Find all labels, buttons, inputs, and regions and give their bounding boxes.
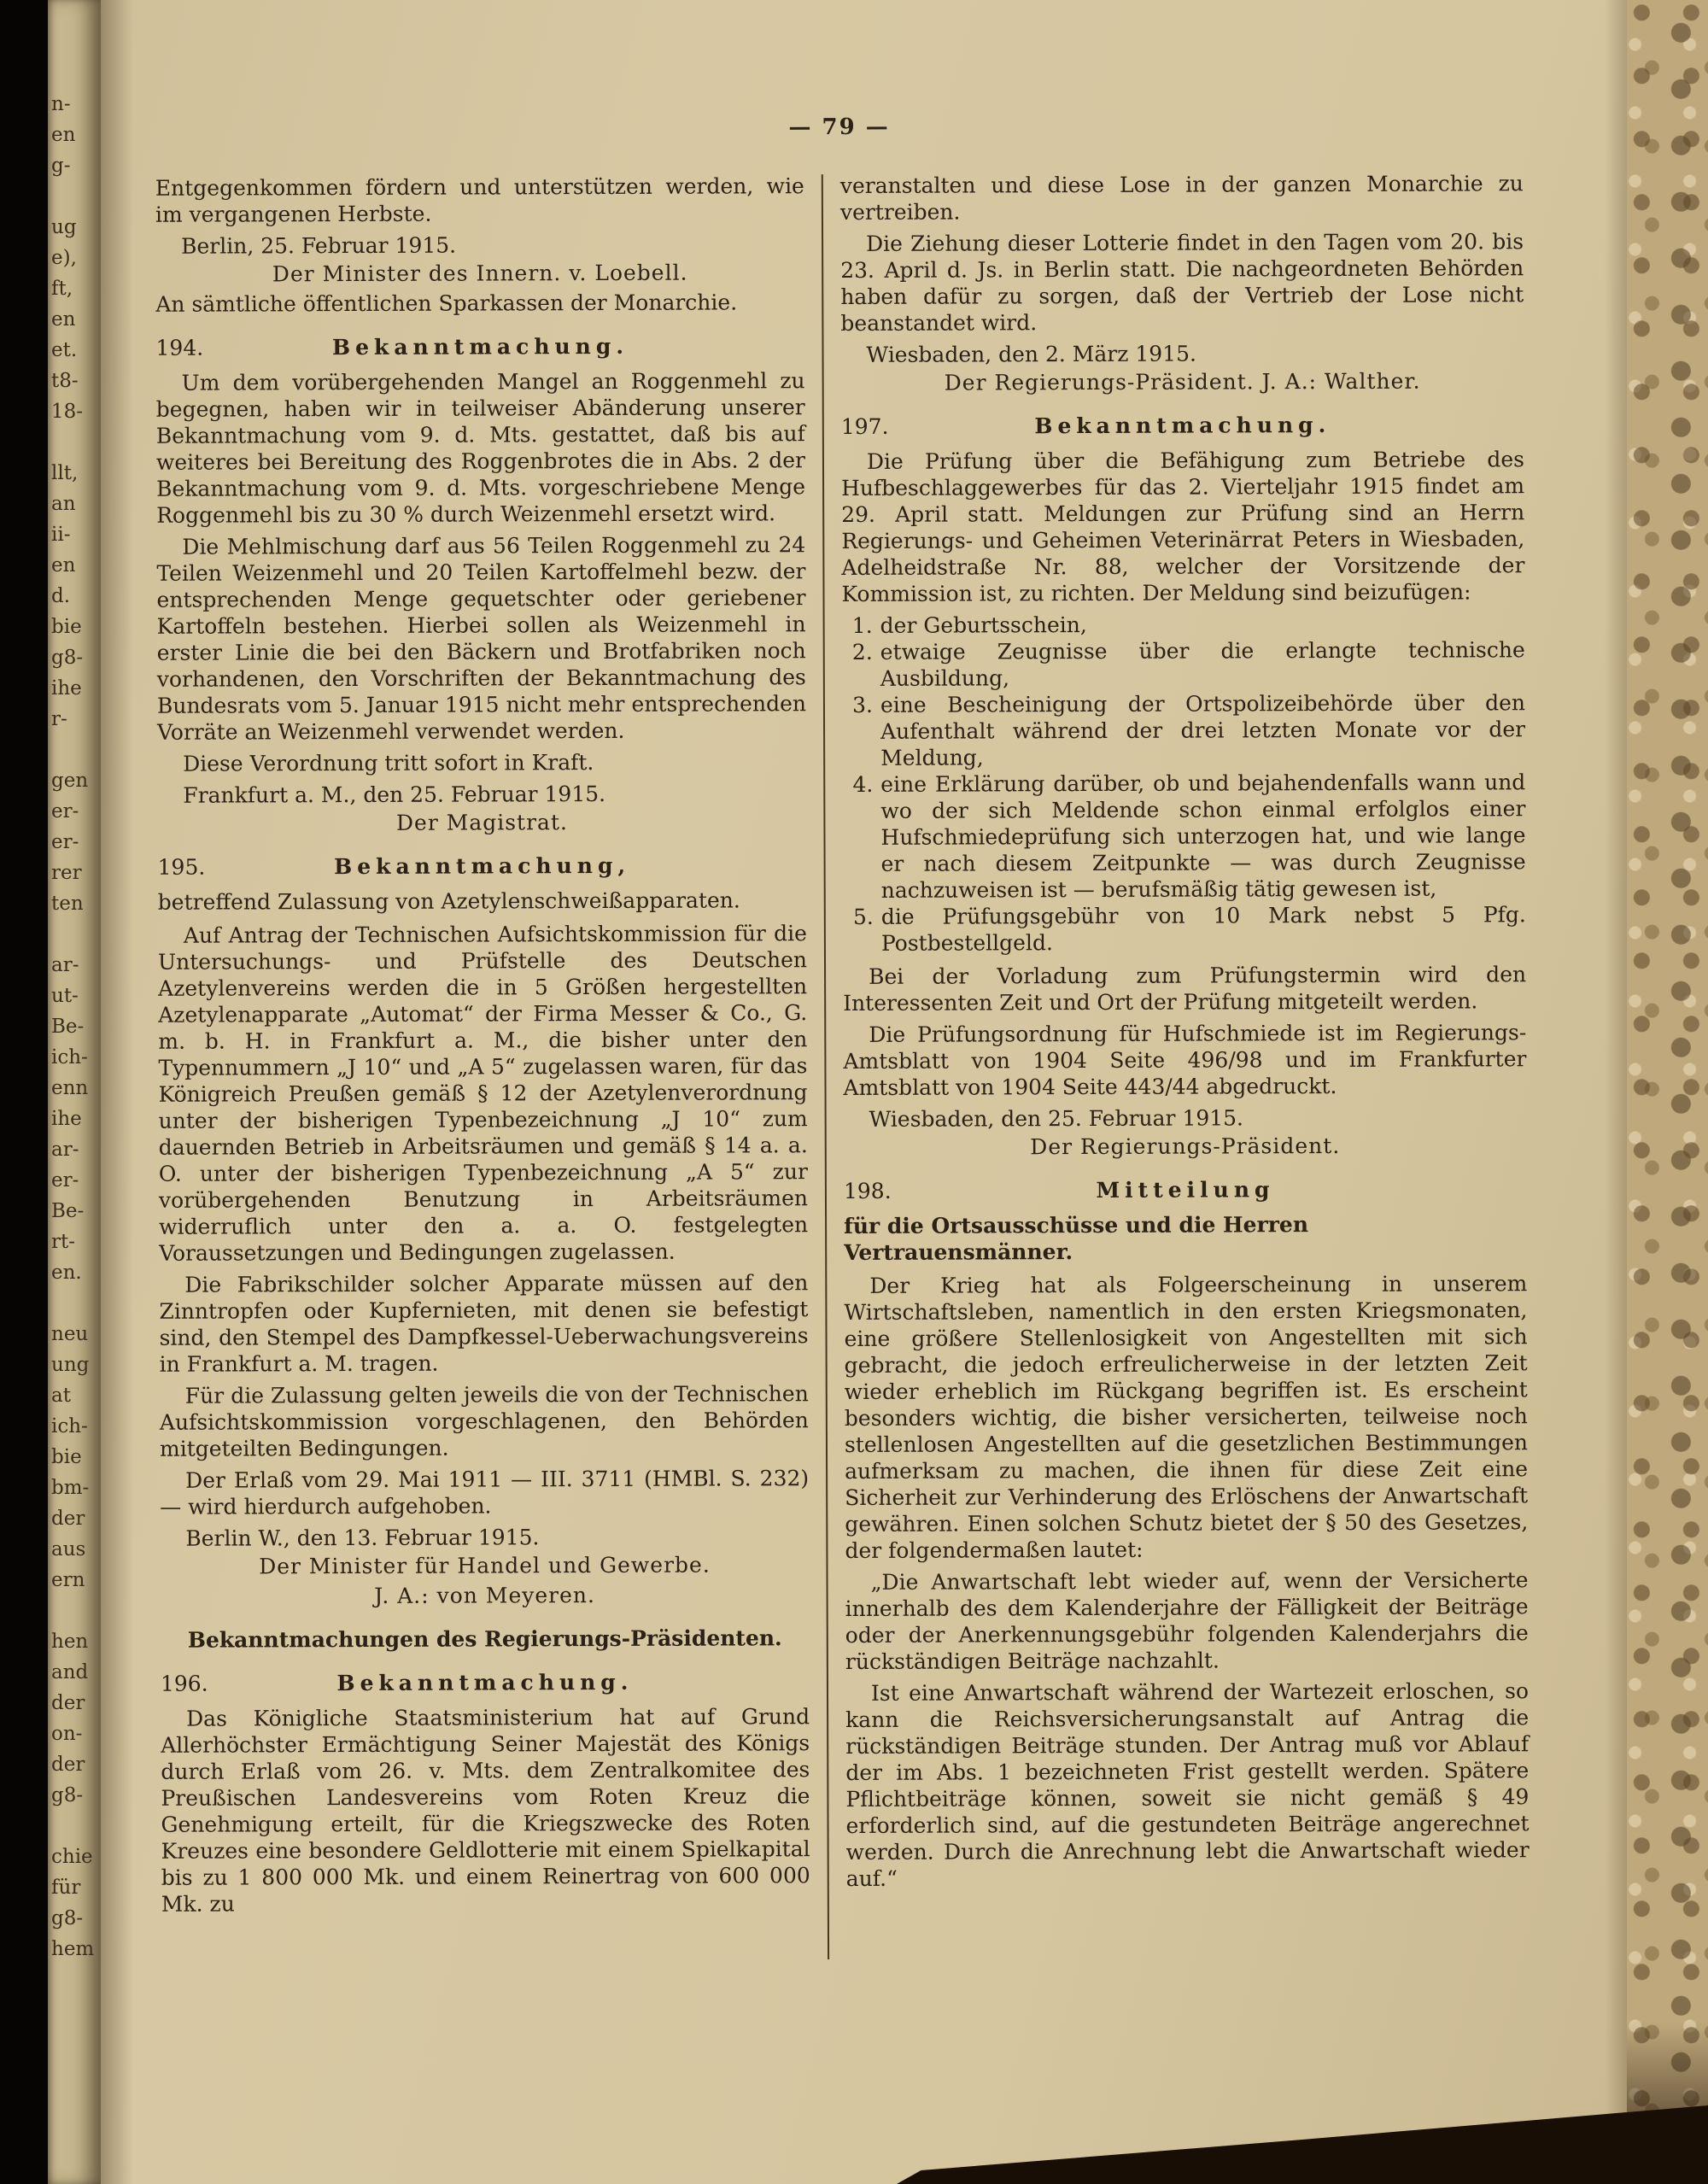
edge-fragment: der xyxy=(51,1692,85,1714)
edge-fragment: g8- xyxy=(51,647,84,669)
edge-fragment: and xyxy=(51,1661,89,1683)
section-title: Bekanntmachung. xyxy=(331,333,629,360)
list-item-number: 1. xyxy=(851,612,873,638)
list-item-number: 2. xyxy=(851,639,873,665)
list-item-number: 5. xyxy=(852,904,874,929)
right-column xyxy=(840,170,1530,1897)
edge-fragment: at xyxy=(51,1385,71,1407)
signature-line: J. A.: von Meyeren. xyxy=(374,1583,595,1608)
paragraph: Ist eine Anwartschaft während der Wartezeit erloschen, so kann die Reichsversicherungsanstalt auf Antrag die rückständigen Beiträge stunden. Der Antrag muß vor Ablauf der im Abs. 1 bezeichneten Frist gestellt werden. Spätere Pflichtbeiträge können, soweit sie nicht gemäß § 49 erforderlich sind, auf die gestundeten Beiträge angerechnet werden. Durch die Anrechnung lebt die Anwartschaft wieder auf.“ xyxy=(845,1678,1530,1891)
edge-fragment: aus xyxy=(51,1538,86,1560)
dateline: Berlin W., den 13. Februar 1915. xyxy=(185,1525,540,1551)
list-item xyxy=(842,769,1526,904)
edge-fragment: hem xyxy=(51,1938,95,1960)
edge-fragment: neu xyxy=(51,1323,89,1345)
list-item-text: eine Erklärung darüber, ob und bejahendenfalls wann und wo der sich Meldende schon einmal erfolglos einer Hufschmiedeprüfung sich unterzogen hat, und wie lange er nach diesem Zeitpunkte — was durch Zeugnisse nachzuweisen ist — berufsmäßig tätig gewesen ist, xyxy=(880,770,1526,903)
paragraph: Die Prüfung über die Befähigung zum Betriebe des Hufbeschlaggewerbes für das 2. Vierteljahr 1915 findet am 29. April statt. Meldungen zur Prüfung sind an Herrn Regierungs- und Geheimen Veterinärrat Peters in Wiesbaden, Adelheidstraße Nr. 88, welcher der Vorsitzende der Kommission ist, zu richten. Der Meldung sind beizufügen: xyxy=(841,447,1525,606)
section-title: Bekanntmachung. xyxy=(336,1669,634,1696)
edge-fragment: ich- xyxy=(51,1046,88,1069)
edge-fragment xyxy=(51,735,99,765)
edge-fragment: rer xyxy=(51,862,82,884)
subtitle: betreffend Zulassung von Azetylenschweißapparaten. xyxy=(157,887,740,915)
paragraph: Entgegenkommen fördern und unterstützen werden, wie im vergangenen Herbste. xyxy=(155,173,804,227)
page-number: — 79 — xyxy=(788,114,890,141)
signature-line: Der Regierungs-Präsident. xyxy=(1030,1133,1341,1160)
list-item-number: 3. xyxy=(852,692,874,717)
paragraph: „Die Anwartschaft lebt wieder auf, wenn der Versicherte innerhalb des dem Kalenderjahre der Fälligkeit der Beiträge oder der Anerkennungsgebühr folgenden Kalenderjahrs die rückständigen Beiträge nachzahlt. xyxy=(845,1567,1529,1674)
paragraph: Das Königliche Staatsministerium hat auf Grund Allerhöchster Ermächtigung Seiner Majestät des Königs durch Erlaß vom 26. v. Mts. dem Zentralkomitee des Preußischen Landesvereins vom Roten Kreuz die Genehmigung erteilt, für die Kriegszwecke des Roten Kreuzes eine besondere Geldlotterie mit einem Spielkapital bis zu 1 800 000 Mk. und einem Reinertrag von 600 000 Mk. zu xyxy=(161,1704,810,1917)
edge-fragment: Be- xyxy=(51,1016,85,1038)
edge-fragment: en. xyxy=(51,1262,82,1284)
paragraph: An sämtliche öffentlichen Sparkassen der Monarchie. xyxy=(155,290,738,317)
signature-line: Der Minister für Handel und Gewerbe. xyxy=(259,1552,711,1579)
edge-fragment: er- xyxy=(51,800,79,823)
edge-fragment: ihe xyxy=(51,1108,82,1130)
edge-fragment: g8- xyxy=(51,1907,84,1929)
section-title: Mitteilung xyxy=(1096,1177,1275,1203)
section-heading xyxy=(161,1668,810,1697)
section-heading xyxy=(841,411,1524,440)
two-column-text xyxy=(155,170,1530,1923)
book-fore-edge xyxy=(1627,0,1708,2184)
section-heading xyxy=(844,1175,1527,1204)
edge-fragment: chie xyxy=(51,1846,93,1868)
group-heading: Bekanntmachungen des Regierungs-Präsidenten. xyxy=(187,1625,782,1653)
edge-fragment: ten xyxy=(51,893,84,915)
edge-fragment: g8- xyxy=(51,1784,84,1806)
edge-fragment: ung xyxy=(51,1354,90,1376)
edge-fragment: Be- xyxy=(51,1200,85,1222)
list-item xyxy=(842,689,1525,771)
edge-fragment: en xyxy=(51,308,76,331)
edge-fragment: der xyxy=(51,1508,85,1530)
paragraph: Für die Zulassung gelten jeweils die von der Technischen Aufsichtskommission vorgeschlagenen, den Behörden mitgeteilten Bedingungen. xyxy=(159,1381,809,1461)
edge-fragment: n- xyxy=(51,93,71,115)
left-column xyxy=(155,173,810,1923)
edge-fragment: t8- xyxy=(51,370,79,392)
edge-fragment xyxy=(51,919,99,950)
list-item xyxy=(842,636,1525,692)
edge-fragment: ug xyxy=(51,216,77,238)
edge-fragment xyxy=(51,181,99,212)
edge-fragment: r- xyxy=(51,708,67,730)
edge-fragment: der xyxy=(51,1754,85,1776)
cut-off-text-fragments xyxy=(51,89,99,1964)
edge-fragment: er- xyxy=(51,831,79,853)
numbered-list xyxy=(842,610,1526,957)
edge-fragment: ich- xyxy=(51,1415,88,1437)
list-item-text: etwaige Zeugnisse über die erlangte technische Ausbildung, xyxy=(880,637,1525,691)
paragraph: Um dem vorübergehenden Mangel an Roggenmehl zu begegnen, haben wir in teilweiser Abänderung unserer Bekanntmachung vom 9. d. Mts. gestattet, daß bis auf weiteres bei Bereitung des Roggenbrotes die in Abs. 2 der Bekanntmachung vom 9. d. Mts. vorgeschriebene Menge Roggenmehl bis zu 30 % durch Weizenmehl ersetzt wird. xyxy=(155,368,806,528)
list-item-text: der Geburtsschein, xyxy=(880,612,1087,638)
section-heading xyxy=(155,332,804,361)
edge-fragment: en xyxy=(51,554,76,577)
edge-fragment: ut- xyxy=(51,985,79,1007)
list-item xyxy=(843,901,1526,957)
paragraph: Die Fabrikschilder solcher Apparate müssen auf den Zinntropfen oder Kupfernieten, mit denen sie befestigt sind, den Stempel des Dampfkessel-Ueberwachungsvereins in Frankfurt a. M. tragen. xyxy=(159,1270,809,1377)
edge-fragment: rt- xyxy=(51,1231,76,1253)
column-divider xyxy=(822,174,829,1959)
dateline: Frankfurt a. M., den 25. Februar 1915. xyxy=(183,781,606,808)
edge-fragment: et. xyxy=(51,339,78,361)
edge-fragment: ar- xyxy=(51,954,79,976)
signature-line: Der Magistrat. xyxy=(395,810,568,835)
edge-fragment: bm- xyxy=(51,1477,90,1499)
section-title: Bekanntmachung, xyxy=(334,852,631,880)
edge-fragment: ii- xyxy=(51,524,71,546)
edge-fragment: ft, xyxy=(51,278,73,300)
paragraph: Diese Verordnung tritt sofort in Kraft. xyxy=(183,750,594,776)
dateline: Wiesbaden, den 25. Februar 1915. xyxy=(869,1105,1244,1132)
list-item-text: die Prüfungsgebühr von 10 Mark nebst 5 Pfg. Postbestellgeld. xyxy=(880,902,1526,956)
paragraph: Die Mehlmischung darf aus 56 Teilen Roggenmehl zu 24 Teilen Weizenmehl und 20 Teilen Kartoffelmehl bezw. der entsprechenden Menge gequetschter oder geriebener Kartoffeln bestehen. Hierbei sollen als Weizenmehl in erster Linie die bei den Bäckern und Brotfabriken noch vorhandenen, den Vorschriften der Bekanntmachung des Bundesrats vom 5. Januar 1915 nicht mehr entsprechenden Vorräte an Weizenmehl verwendet werden. xyxy=(156,532,807,745)
edge-fragment: 18- xyxy=(51,401,84,423)
edge-fragment xyxy=(51,1596,99,1626)
dateline: Berlin, 25. Februar 1915. xyxy=(181,232,457,259)
edge-fragment: gen xyxy=(51,770,89,792)
edge-fragment: e), xyxy=(51,247,77,269)
list-item-text: eine Bescheinigung der Ortspolizeibehörde über den Aufenthalt während der drei letzten Monate vor der Meldung, xyxy=(880,690,1526,770)
section-title: Bekanntmachung. xyxy=(1034,412,1331,439)
adjacent-page-sliver xyxy=(48,0,101,2184)
edge-fragment xyxy=(51,1811,99,1841)
edge-fragment: bie xyxy=(51,1446,82,1468)
page-content xyxy=(155,0,1530,1923)
section-number: 195. xyxy=(157,854,206,880)
edge-fragment: d. xyxy=(51,585,71,607)
signature-line: Der Minister des Innern. v. Loebell. xyxy=(272,260,688,287)
gazette-page xyxy=(101,0,1627,2184)
edge-fragment: ar- xyxy=(51,1139,79,1161)
paragraph: Die Ziehung dieser Lotterie findet in den Tagen vom 20. bis 23. April d. Js. in Berlin statt. Die nachgeordneten Behörden haben dafür zu sorgen, daß der Vertrieb der Lose nicht beanstandet wird. xyxy=(840,229,1524,337)
edge-fragment: für xyxy=(51,1877,81,1899)
edge-fragment: g- xyxy=(51,155,71,177)
section-number: 196. xyxy=(160,1671,208,1696)
paragraph: Die Prüfungsordnung für Hufschmiede ist im Regierungs-Amtsblatt von 1904 Seite 496/98 und im Frankfurter Amtsblatt von 1904 Seite 443/44 abgedruckt. xyxy=(843,1020,1527,1100)
edge-fragment xyxy=(51,1288,99,1319)
edge-fragment: on- xyxy=(51,1723,83,1745)
edge-fragment: enn xyxy=(51,1077,89,1099)
paragraph: Auf Antrag der Technischen Aufsichtskommission für die Untersuchungs- und Prüfstelle des Deutschen Azetylenvereins werden die in 5 Größen hergestellten Azetylenapparate „Automat“ der Firma Messer & Co., G. m. b. H. in Frankfurt a. M., die bisher unter den Typennummern „J 10“ und „A 5“ zugelassen waren, für das Königreich Preußen gemäß § 12 der Azetylenverordnung unter der bisherigen Typenbezeichnung „J 10“ zum dauernden Betrieb in Arbeitsräumen und gemäß § 14 a. a. O. unter der bisherigen Typenbezeichnung „A 5“ zur vorübergehenden Benutzung in Arbeitsräumen widerruflich unter den a. a. O. festgelegten Voraussetzungen und Bedingungen zugelassen. xyxy=(157,921,809,1266)
section-heading xyxy=(158,852,807,881)
section-number: 198. xyxy=(843,1178,892,1203)
edge-fragment: bie xyxy=(51,616,82,638)
edge-fragment: an xyxy=(51,493,76,515)
section-number: 194. xyxy=(155,335,204,360)
paragraph: Der Erlaß vom 29. Mai 1911 — III. 3711 (HMBl. S. 232) — wird hierdurch aufgehoben. xyxy=(160,1466,810,1519)
paragraph: veranstalten und diese Lose in der ganzen Monarchie zu vertreiben. xyxy=(839,171,1524,225)
book-binding-edge xyxy=(0,0,48,2184)
edge-fragment: ern xyxy=(51,1569,85,1591)
edge-fragment: hen xyxy=(51,1631,89,1653)
list-item-number: 4. xyxy=(852,771,874,797)
edge-fragment: ihe xyxy=(51,677,82,700)
subtitle: für die Ortsausschüsse und die Herren Vertrauensmänner. xyxy=(844,1212,1309,1265)
list-item xyxy=(842,610,1525,639)
paragraph: Bei der Vorladung zum Prüfungstermin wird den Interessenten Zeit und Ort der Prüfung mitgeteilt werden. xyxy=(843,962,1527,1016)
signature-line: Der Regierungs-Präsident. J. A.: Walther. xyxy=(944,368,1421,395)
edge-fragment: en xyxy=(51,124,76,146)
edge-fragment xyxy=(51,427,99,458)
edge-fragment: llt, xyxy=(51,462,79,484)
edge-fragment: er- xyxy=(51,1169,79,1192)
paragraph: Der Krieg hat als Folgeerscheinung in unserem Wirtschaftsleben, namentlich in den ersten Kriegsmonaten, eine größere Stellenlosigkeit von Angestellten mit sich gebracht, die jedoch erfreulicherweise in der letzten Zeit wieder erheblich im Rückgang begriffen ist. Es erscheint besonders wichtig, die bisher versicherten, teilweise noch stellenlosen Angestellten auf die gesetzlichen Bestimmungen aufmerksam zu machen, die ihnen für diese Zeit eine Sicherheit zur Verhinderung des Erlöschens der Anwartschaft gewähren. Einen solchen Schutz bietet der § 50 des Gesetzes, der folgendermaßen lautet: xyxy=(844,1271,1529,1563)
section-number: 197. xyxy=(840,413,889,440)
dateline: Wiesbaden, den 2. März 1915. xyxy=(866,341,1196,367)
